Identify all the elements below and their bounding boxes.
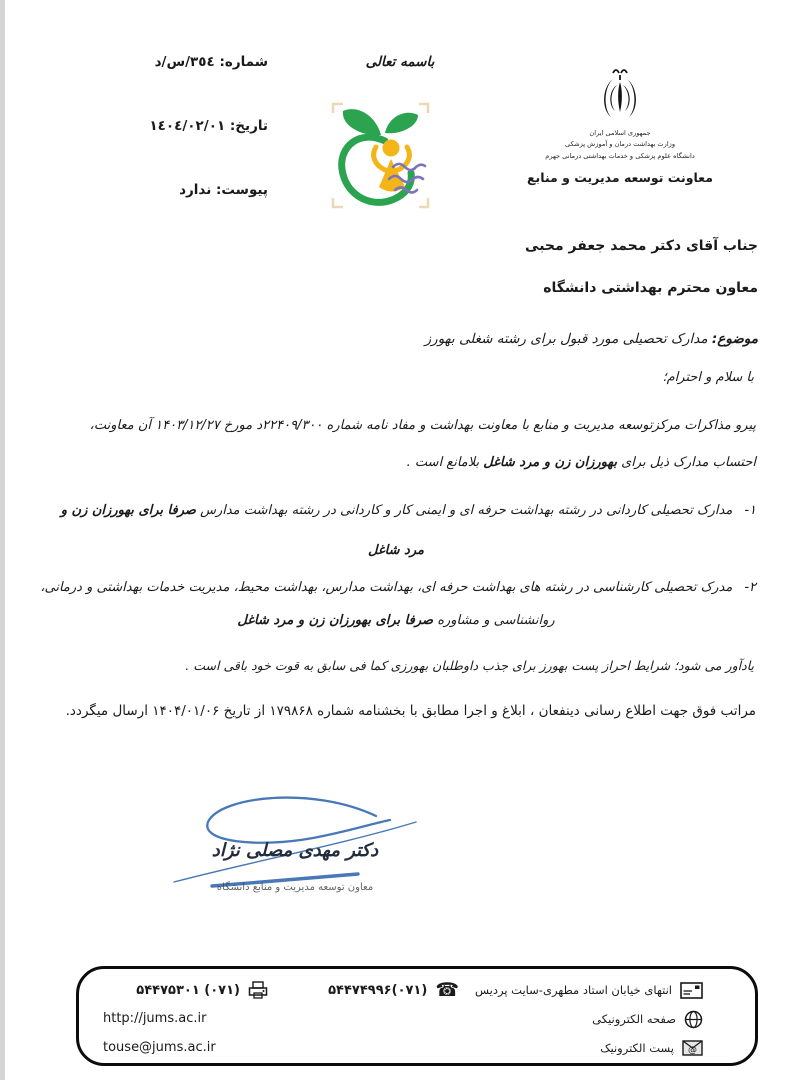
item-1-bold: صرفا برای بهورزان زن و: [60, 503, 196, 518]
iran-emblem-icon: [520, 66, 720, 124]
footer-left-column: [103, 977, 268, 1064]
letter-attachment: پیوست: ندارد: [179, 182, 268, 198]
address-card-icon: [680, 982, 703, 999]
footer-phone-number: (۰۷۱)۵۴۴۷۴۹۹۶: [328, 982, 428, 998]
item-1-text: مدارک تحصیلی کاردانی در رشته بهداشت حرفه ای و ایمنی کار و کاردانی در رشته بهداشت مدارس: [195, 503, 733, 518]
footer-email-address: touse@jums.ac.ir: [103, 1040, 216, 1055]
item-2-text: مدرک تحصیلی کارشناسی در رشته های بهداشت حرفه ای، بهداشت مدارس، بهداشت محیط، مدیریت خدمات بهداشتی و درمانی،: [40, 580, 733, 595]
item-1-number: ۱-: [744, 503, 756, 518]
footer-fax-number: (۰۷۱) ۵۴۴۷۵۳۰۱: [136, 982, 240, 998]
list-item-1: [36, 501, 756, 581]
footer-web-row: [453, 1006, 703, 1032]
body-paragraph: [36, 416, 756, 490]
svg-text:@: @: [688, 1045, 697, 1056]
item-2-line-2: [36, 611, 756, 631]
letter-meta: [78, 52, 268, 244]
email-envelope-icon: [682, 1040, 703, 1056]
closing-paragraph: مراتب فوق جهت اطلاع رسانی دینفعان ، ابلاغ و اجرا مطابق با بخشنامه شماره ۱۷۹۸۶۸ از تاریخ ۱۴۰۴/۰۱/۰۶ ارسال میگردد.: [65, 703, 756, 719]
subject-line: [58, 331, 758, 347]
body-line-1: [36, 416, 756, 436]
footer-right-column: [453, 977, 703, 1064]
signature-block: [158, 796, 432, 896]
recipient-block: [298, 236, 758, 320]
item-2-line-1: [36, 578, 756, 598]
subject-label: موضوع:: [711, 331, 758, 347]
body-line-1-text: پیرو مذاکرات مرکزتوسعه مدیریت و منابع با معاونت بهداشت و مفاد نامه شماره ۲۲۴۰۹/۳۰۰د مورخ ۱۴۰۳/۱۲/۲۷ آن معاونت،: [89, 418, 756, 433]
besmele-heading: باسمه تعالی: [365, 54, 435, 70]
letter-number: شماره: ٣٥٤/س/د: [154, 54, 268, 70]
org-block: [520, 66, 720, 185]
item-1-line-1: [36, 501, 756, 521]
footer-phone-row: [284, 977, 459, 1003]
item-2-number: ۲-: [744, 580, 756, 595]
salutation: با سلام و احترام؛: [662, 370, 754, 385]
org-line-country: جمهوری اسلامی ایران: [589, 129, 651, 137]
recipient-title: معاون محترم بهداشتی دانشگاه: [543, 280, 758, 296]
footer-address-row: [453, 977, 703, 1003]
body-line-2-bold: بهورزان زن و مرد شاغل: [483, 455, 617, 470]
item-2-line-2-bold: صرفا برای بهورزان زن و مرد شاغل: [237, 613, 434, 628]
footer-middle-column: [284, 977, 459, 1006]
university-logo-icon: [331, 101, 431, 211]
subject-text: مدارک تحصیلی مورد قبول برای رشته شغلی بهورز: [424, 331, 712, 347]
body-line-2-pre: احتساب مدارک ذیل برای: [616, 455, 756, 470]
item-1-line-2: مرد شاغل: [368, 543, 424, 558]
recipient-name: جناب آقای دکتر محمد جعفر محبی: [525, 238, 758, 254]
body-line-2: [36, 453, 756, 473]
org-line-ministry: وزارت بهداشت درمان و آموزش پزشکی: [564, 140, 676, 149]
letter-date: تاریخ: ١٤٠٤/٠٢/٠١: [149, 118, 268, 134]
signature-title: معاون توسعه مدیریت و منابع دانشگاه: [216, 882, 374, 893]
org-line-university: دانشگاه علوم پزشکی و خدمات بهداشتی درمانی جهرم: [545, 151, 695, 160]
signature-name: دکتر مهدی مصلی نژاد: [211, 840, 379, 861]
scan-edge: [0, 0, 5, 1080]
footer-website-url: http://jums.ac.ir: [103, 1011, 207, 1026]
footer-contact-box: [76, 966, 758, 1066]
footer-fax-row: [103, 977, 268, 1003]
footer-email-label: پست الکترونیک: [600, 1041, 674, 1055]
footer-web-label: صفحه الکترونیکی: [592, 1012, 676, 1026]
department-title: معاونت توسعه مدیریت و منابع: [527, 170, 713, 186]
item-2-line-2-text: روانشناسی و مشاوره: [433, 613, 555, 628]
globe-icon: [684, 1010, 703, 1029]
fax-machine-icon: [248, 981, 268, 999]
footer-address: انتهای خیابان استاد مطهری-سایت پردیس: [474, 983, 672, 997]
reminder-note: یادآور می شود؛ شرایط احراز پست بهورز برای جذب داوطلبان بهورزی کما فی سابق به قوت خود باقی است .: [185, 658, 754, 673]
footer-email-row: [453, 1035, 703, 1061]
org-lines: [520, 128, 720, 162]
body-line-2-post: بلامانع است .: [406, 455, 484, 470]
telephone-icon: ☎: [435, 978, 459, 1001]
list-item-2: [36, 578, 756, 644]
